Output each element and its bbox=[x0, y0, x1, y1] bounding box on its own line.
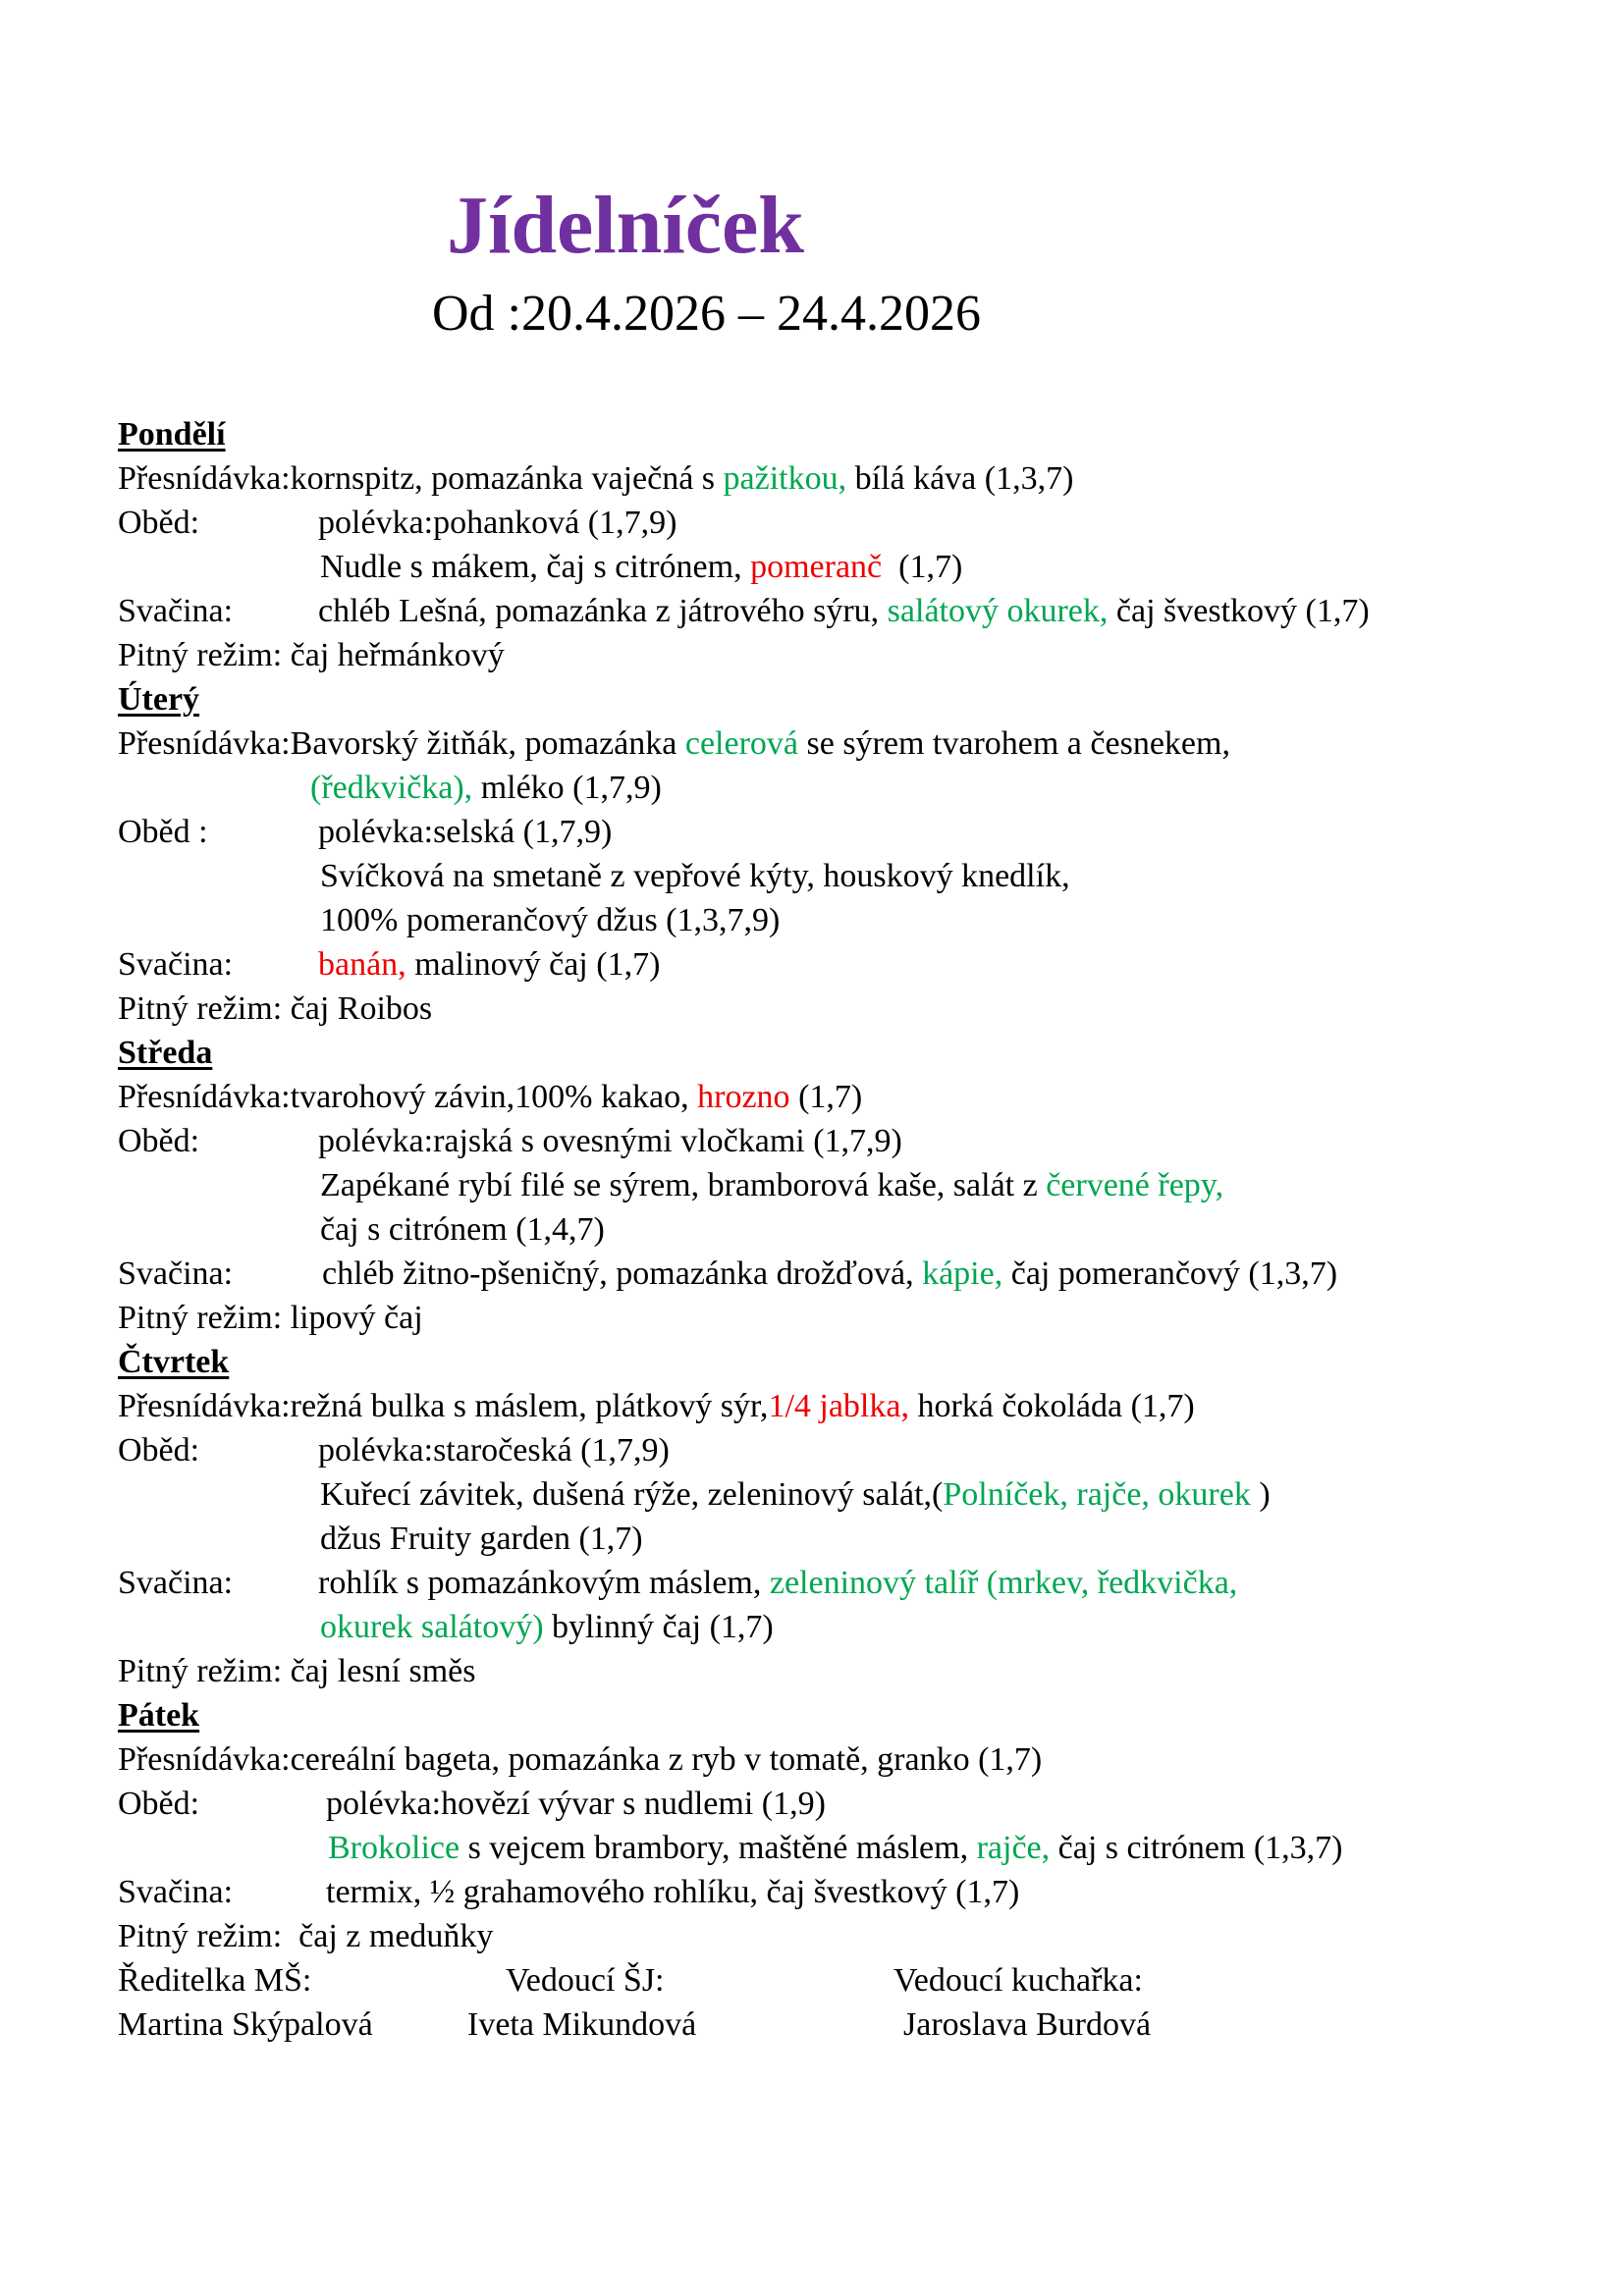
menu-row-svacina bbox=[118, 589, 1571, 633]
menu-text: polévka:staročeská (1,7,9) bbox=[318, 1432, 670, 1468]
menu-text: čaj pomerančový (1,3,7) bbox=[1002, 1255, 1338, 1292]
row-label: Oběd: bbox=[118, 1123, 200, 1159]
menu-text: (1,7) bbox=[789, 1079, 863, 1115]
day-heading-friday bbox=[118, 1693, 1571, 1737]
menu-row-obed-cont bbox=[118, 1472, 1571, 1517]
menu-text: režná bulka s máslem, plátkový sýr, bbox=[290, 1388, 769, 1424]
menu-row-obed bbox=[118, 810, 1571, 854]
menu-text: polévka:selská (1,7,9) bbox=[318, 814, 613, 850]
menu-text: Svíčková na smetaně z vepřové kýty, houskový knedlík, bbox=[320, 858, 1070, 894]
menu-text: tvarohový závin,100% kakao, bbox=[290, 1079, 698, 1115]
fruit-highlight: pomeranč bbox=[750, 549, 883, 585]
menu-row-presnidavka bbox=[118, 1075, 1571, 1119]
menu-text: Zapékané rybí filé se sýrem, bramborová kaše, salát z bbox=[320, 1167, 1047, 1203]
menu-text: kornspitz, pomazánka vaječná s bbox=[290, 460, 724, 497]
menu-row-obed-cont bbox=[118, 1207, 1571, 1252]
menu-text: mléko (1,7,9) bbox=[472, 770, 662, 806]
menu-row-obed-cont bbox=[118, 1826, 1571, 1870]
menu-text: čaj heřmánkový bbox=[290, 637, 505, 673]
row-label: Oběd: bbox=[118, 1432, 200, 1468]
menu-row-obed bbox=[118, 1428, 1571, 1472]
day-heading-thursday bbox=[118, 1340, 1571, 1384]
signature-role-director: Ředitelka MŠ: bbox=[118, 1962, 312, 1999]
menu-text: 100% pomerančový džus (1,3,7,9) bbox=[320, 902, 781, 938]
menu-row-svacina bbox=[118, 1870, 1571, 1914]
day-heading-wednesday bbox=[118, 1031, 1571, 1075]
vegetable-highlight: celerová bbox=[684, 725, 798, 762]
menu-row-obed bbox=[118, 1782, 1571, 1826]
fruit-highlight: banán, bbox=[318, 946, 406, 983]
vegetable-highlight: okurek salátový) bbox=[320, 1609, 544, 1645]
menu-row-obed bbox=[118, 1119, 1571, 1163]
menu-text: se sýrem tvarohem a česnekem, bbox=[798, 725, 1230, 762]
signature-name-director: Martina Skýpalová bbox=[118, 2006, 373, 2043]
menu-row-pitny bbox=[118, 1649, 1571, 1693]
menu-text: bílá káva (1,3,7) bbox=[846, 460, 1074, 497]
row-label: Pitný režim: bbox=[118, 1653, 283, 1689]
menu-row-pitny bbox=[118, 987, 1571, 1031]
menu-text: horká čokoláda (1,7) bbox=[908, 1388, 1195, 1424]
fruit-highlight: 1/4 jablka, bbox=[768, 1388, 909, 1424]
menu-text: čaj s citrónem (1,4,7) bbox=[320, 1211, 605, 1248]
vegetable-highlight: červené řepy, bbox=[1046, 1167, 1224, 1203]
menu-text: čaj s citrónem (1,3,7) bbox=[1050, 1830, 1343, 1866]
row-label: Svačina: bbox=[118, 1565, 234, 1601]
day-name: Pátek bbox=[118, 1697, 200, 1734]
row-label: Přesnídávka: bbox=[118, 1388, 291, 1424]
row-label: Přesnídávka: bbox=[118, 1741, 291, 1778]
signature-name-canteen-head: Iveta Mikundová bbox=[467, 2006, 697, 2043]
menu-row-pitny bbox=[118, 1914, 1571, 1958]
menu-row-pitny bbox=[118, 1296, 1571, 1340]
signature-role-head-cook: Vedoucí kuchařka: bbox=[893, 1962, 1143, 1999]
row-label: Pitný režim: bbox=[118, 1918, 283, 1954]
menu-text: termix, ½ grahamového rohlíku, čaj švestkový (1,7) bbox=[326, 1874, 1020, 1910]
menu-text: čaj lesní směs bbox=[290, 1653, 476, 1689]
date-range: Od :20.4.2026 – 24.4.2026 bbox=[432, 286, 981, 342]
vegetable-highlight: zeleninový talíř (mrkev, ředkvička, bbox=[769, 1565, 1238, 1601]
row-label: Přesnídávka: bbox=[118, 725, 291, 762]
menu-text: polévka:pohanková (1,7,9) bbox=[318, 505, 677, 541]
day-name: Čtvrtek bbox=[118, 1344, 230, 1380]
vegetable-highlight: Polníček, rajče, okurek bbox=[943, 1476, 1251, 1513]
menu-row-svacina bbox=[118, 1252, 1571, 1296]
vegetable-highlight: salátový okurek, bbox=[887, 593, 1109, 629]
menu-row-obed-cont bbox=[118, 1163, 1571, 1207]
menu-text: bylinný čaj (1,7) bbox=[543, 1609, 774, 1645]
menu-text: Nudle s mákem, čaj s citrónem, bbox=[320, 549, 751, 585]
menu-text: chléb Lešná, pomazánka z játrového sýru, bbox=[318, 593, 888, 629]
menu-text: chléb žitno-pšeničný, pomazánka drožďová, bbox=[322, 1255, 923, 1292]
row-label: Přesnídávka: bbox=[118, 460, 291, 497]
menu-text: Bavorský žitňák, pomazánka bbox=[290, 725, 685, 762]
menu-row-svacina bbox=[118, 942, 1571, 987]
menu-content bbox=[118, 412, 1571, 1958]
menu-row-obed-cont bbox=[118, 898, 1571, 942]
vegetable-highlight: rajče, bbox=[976, 1830, 1051, 1866]
vegetable-highlight: kápie, bbox=[922, 1255, 1003, 1292]
menu-text: s vejcem brambory, maštěné máslem, bbox=[460, 1830, 977, 1866]
row-label: Oběd : bbox=[118, 814, 208, 850]
menu-text: (1,7) bbox=[882, 549, 963, 585]
menu-text: džus Fruity garden (1,7) bbox=[320, 1521, 643, 1557]
vegetable-highlight: (ředkvička), bbox=[310, 770, 473, 806]
menu-text: čaj Roibos bbox=[290, 990, 433, 1027]
menu-text: cereální bageta, pomazánka z ryb v tomatě, granko (1,7) bbox=[290, 1741, 1043, 1778]
day-heading-monday bbox=[118, 412, 1571, 456]
row-label: Oběd: bbox=[118, 505, 200, 541]
menu-text: čaj švestkový (1,7) bbox=[1108, 593, 1370, 629]
vegetable-highlight: Brokolice bbox=[328, 1830, 460, 1866]
menu-text: čaj z meduňky bbox=[290, 1918, 494, 1954]
row-label: Oběd: bbox=[118, 1786, 200, 1822]
menu-text: rohlík s pomazánkovým máslem, bbox=[318, 1565, 770, 1601]
row-label: Svačina: bbox=[118, 593, 234, 629]
menu-row-presnidavka bbox=[118, 456, 1571, 501]
fruit-highlight: hrozno bbox=[697, 1079, 790, 1115]
menu-row-obed-cont bbox=[118, 854, 1571, 898]
row-label: Pitný režim: bbox=[118, 990, 283, 1027]
menu-row-presnidavka-cont bbox=[118, 766, 1571, 810]
day-name: Pondělí bbox=[118, 416, 226, 453]
menu-row-svacina-cont bbox=[118, 1605, 1571, 1649]
day-name: Středa bbox=[118, 1035, 213, 1071]
menu-row-presnidavka bbox=[118, 1737, 1571, 1782]
menu-row-obed-cont bbox=[118, 545, 1571, 589]
menu-text: malinový čaj (1,7) bbox=[406, 946, 661, 983]
menu-row-obed bbox=[118, 501, 1571, 545]
signature-name-head-cook: Jaroslava Burdová bbox=[903, 2006, 1152, 2043]
menu-row-presnidavka bbox=[118, 721, 1571, 766]
menu-text: lipový čaj bbox=[290, 1300, 423, 1336]
menu-text: Kuřecí závitek, dušená rýže, zeleninový salát,( bbox=[320, 1476, 944, 1513]
row-label: Svačina: bbox=[118, 1255, 234, 1292]
row-label: Pitný režim: bbox=[118, 1300, 283, 1336]
row-label: Svačina: bbox=[118, 946, 234, 983]
vegetable-highlight: pažitkou, bbox=[723, 460, 847, 497]
day-name: Úterý bbox=[118, 681, 200, 718]
menu-text: polévka:rajská s ovesnými vločkami (1,7,9) bbox=[318, 1123, 902, 1159]
day-heading-tuesday bbox=[118, 677, 1571, 721]
menu-row-svacina bbox=[118, 1561, 1571, 1605]
menu-row-presnidavka bbox=[118, 1384, 1571, 1428]
row-label: Pitný režim: bbox=[118, 637, 283, 673]
menu-row-pitny bbox=[118, 633, 1571, 677]
row-label: Svačina: bbox=[118, 1874, 234, 1910]
menu-text: ) bbox=[1250, 1476, 1271, 1513]
row-label: Přesnídávka: bbox=[118, 1079, 291, 1115]
menu-text: polévka:hovězí vývar s nudlemi (1,9) bbox=[326, 1786, 826, 1822]
page-title: Jídelníček bbox=[447, 180, 805, 271]
signature-role-canteen-head: Vedoucí ŠJ: bbox=[506, 1962, 665, 1999]
menu-row-obed-cont bbox=[118, 1517, 1571, 1561]
